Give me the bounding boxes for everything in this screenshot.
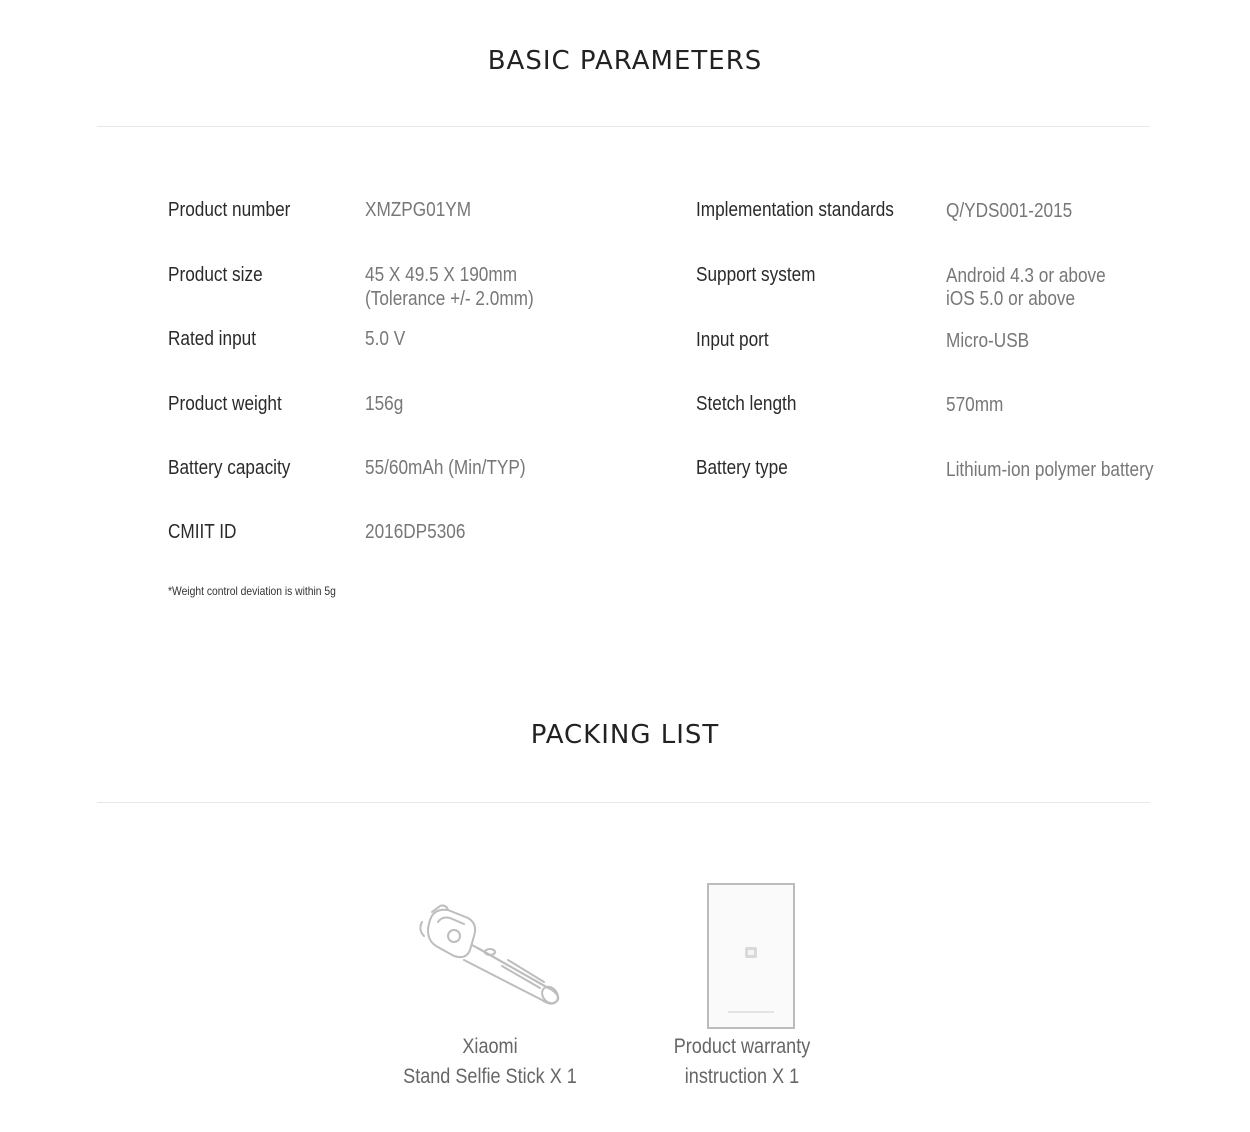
param-value-implementation-standards: Q/YDS001-2015 [946, 200, 1073, 222]
divider [97, 126, 1150, 127]
divider [97, 802, 1150, 803]
param-value-product-number: XMZPG01YM [365, 199, 472, 221]
param-label-rated-input: Rated input [168, 328, 256, 350]
param-value-product-size: 45 X 49.5 X 190mm [365, 264, 518, 286]
warranty-booklet-icon [706, 882, 796, 1030]
selfie-stick-icon [412, 900, 572, 1010]
param-label-cmiit-id: CMIIT ID [168, 521, 237, 543]
param-label-battery-type: Battery type [696, 457, 788, 479]
pack-item-warranty-line1: Product warranty [673, 1035, 811, 1058]
pack-item-warranty-caption [622, 1032, 862, 1092]
param-value-battery-capacity: 55/60mAh (Min/TYP) [365, 457, 526, 479]
param-value-cmiit-id: 2016DP5306 [365, 521, 466, 543]
param-value-battery-type: Lithium-ion polymer battery [946, 459, 1154, 481]
param-value-product-size-tolerance: (Tolerance +/- 2.0mm) [365, 288, 534, 310]
param-value-support-system-android: Android 4.3 or above [946, 265, 1106, 287]
pack-item-selfie-stick-line1: Xiaomi [462, 1035, 518, 1058]
pack-item-selfie-stick-line2: Stand Selfie Stick X 1 [403, 1065, 577, 1088]
param-label-input-port: Input port [696, 329, 769, 351]
pack-item-selfie-stick-caption [370, 1032, 610, 1092]
param-value-support-system-ios: iOS 5.0 or above [946, 288, 1076, 310]
param-label-battery-capacity: Battery capacity [168, 457, 291, 479]
param-label-product-number: Product number [168, 199, 291, 221]
param-label-implementation-standards: Implementation standards [696, 199, 894, 221]
param-value-rated-input: 5.0 V [365, 328, 406, 350]
weight-footnote: *Weight control deviation is within 5g [168, 584, 336, 598]
param-label-product-weight: Product weight [168, 393, 282, 415]
param-value-input-port: Micro-USB [946, 330, 1030, 352]
basic-parameters-title: BASIC PARAMETERS [487, 46, 763, 76]
pack-item-warranty-line2: instruction X 1 [684, 1065, 800, 1088]
param-label-stetch-length: Stetch length [696, 393, 797, 415]
packing-list-title: PACKING LIST [530, 720, 720, 750]
param-value-product-weight: 156g [365, 393, 404, 415]
param-value-stetch-length: 570mm [946, 394, 1004, 416]
param-label-support-system: Support system [696, 264, 816, 286]
param-label-product-size: Product size [168, 264, 263, 286]
